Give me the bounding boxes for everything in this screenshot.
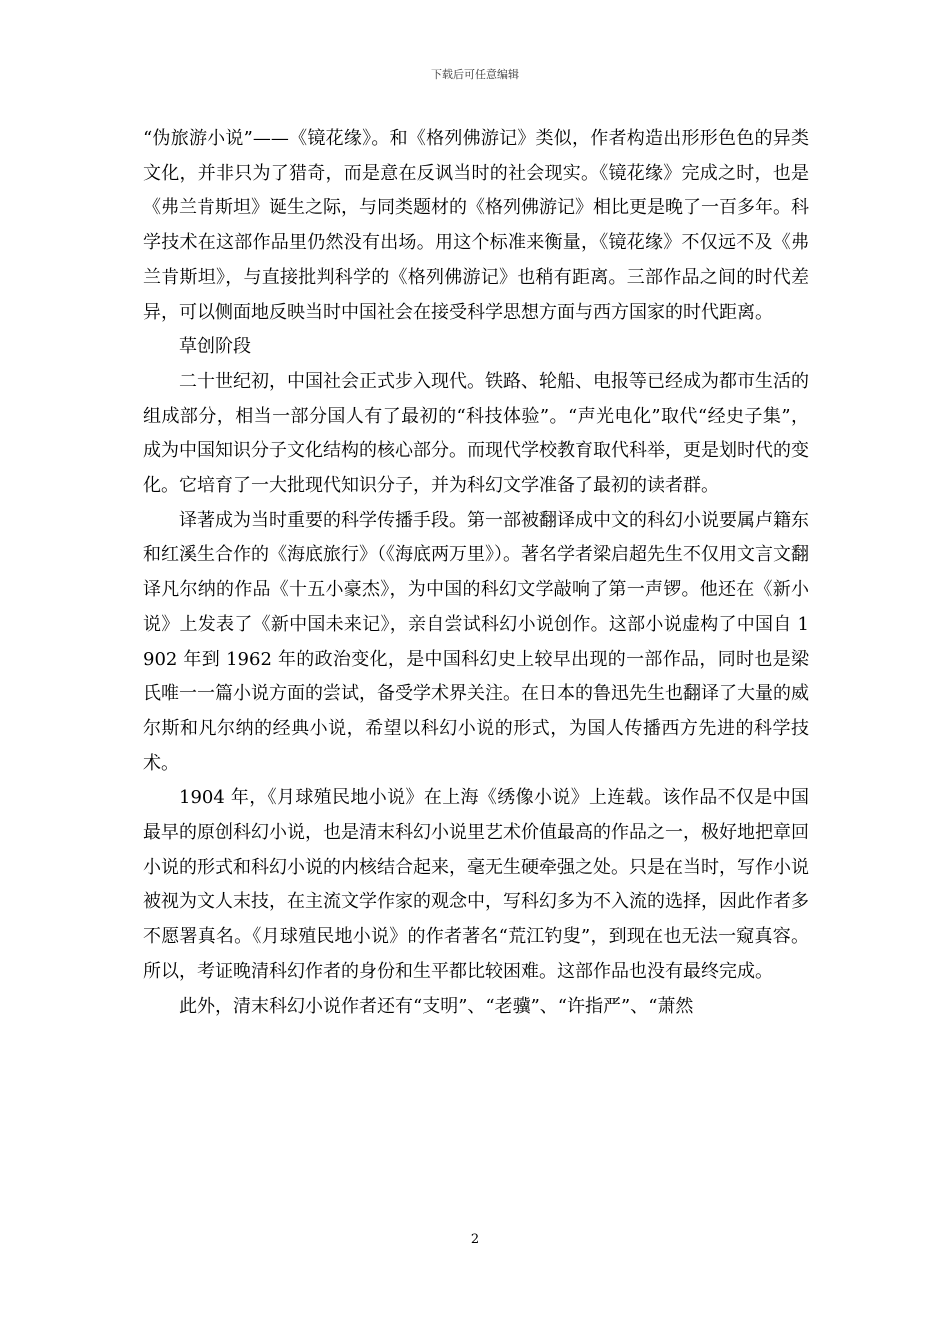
page-header: 下载后可任意编辑 — [431, 68, 519, 81]
page-number: 2 — [470, 1232, 480, 1247]
paragraph-4: 1904 年，《月球殖民地小说》在上海《绣像小说》上连载。该作品不仅是中国最早的原创科幻小说，也是清末科幻小说里艺术价值最高的作品之一，极好地把章回小说的形式和科幻小说的内核结合起来，毫无生硬牵强之处。只是在当时，写作小说被视为文人末技，在主流文学作家的观念中，写科幻多为不入流的选择，因此作者多不愿署真名。《月球殖民地小说》的作者著名“荒江钓叟”，到现在也无法一窥真容。所以，考证晚清科幻作者的身份和生平都比较困难。这部作品也没有最终完成。 — [143, 787, 809, 982]
section-heading: 草创阶段 — [179, 336, 251, 358]
paragraph-1: “伪旅游小说”——《镜花缘》。和《格列佛游记》类似，作者构造出形形色色的异类文化，并非只为了猎奇，而是意在反讽当时的社会现实。《镜花缘》完成之时，也是《弗兰肯斯坦》诞生之际，与同类题材的《格列佛游记》相比更是晚了一百多年。科学技术在这部作品里仍然没有出场。用这个标准来衡量，《镜花缘》不仅远不及《弗兰肯斯坦》，与直接批判科学的《格列佛游记》也稍有距离。三部作品之间的时代差异，可以侧面地反映当时中国社会在接受科学思想方面与西方国家的时代距离。 — [143, 128, 809, 323]
paragraph-2: 二十世纪初，中国社会正式步入现代。铁路、轮船、电报等已经成为都市生活的组成部分，相当一部分国人有了最初的“科技体验”。“声光电化”取代“经史子集”，成为中国知识分子文化结构的核心部分。而现代学校教育取代科举，更是划时代的变化。它培育了一大批现代知识分子，并为科幻文学准备了最初的读者群。 — [143, 370, 809, 497]
document-body — [143, 122, 809, 1024]
paragraph-3: 译著成为当时重要的科学传播手段。第一部被翻译成中文的科幻小说要属卢籍东和红溪生合作的《海底旅行》（《海底两万里》）。著名学者梁启超先生不仅用文言文翻译凡尔纳的作品《十五小豪杰》，为中国的科幻文学敲响了第一声锣。他还在《新小说》上发表了《新中国未来记》，亲自尝试科幻小说创作。这部小说虚构了中国自 1902 年到 1962 年的政治变化，是中国科幻史上较早出现的一部作品，同时也是梁氏唯一一篇小说方面的尝试，备受学术界关注。在日本的鲁迅先生也翻译了大量的威尔斯和凡尔纳的经典小说，希望以科幻小说的形式，为国人传播西方先进的科学技术。 — [143, 509, 809, 774]
paragraph-5: 此外，清末科幻小说作者还有“支明”、“老骥”、“许指严”、“萧然 — [179, 995, 694, 1017]
